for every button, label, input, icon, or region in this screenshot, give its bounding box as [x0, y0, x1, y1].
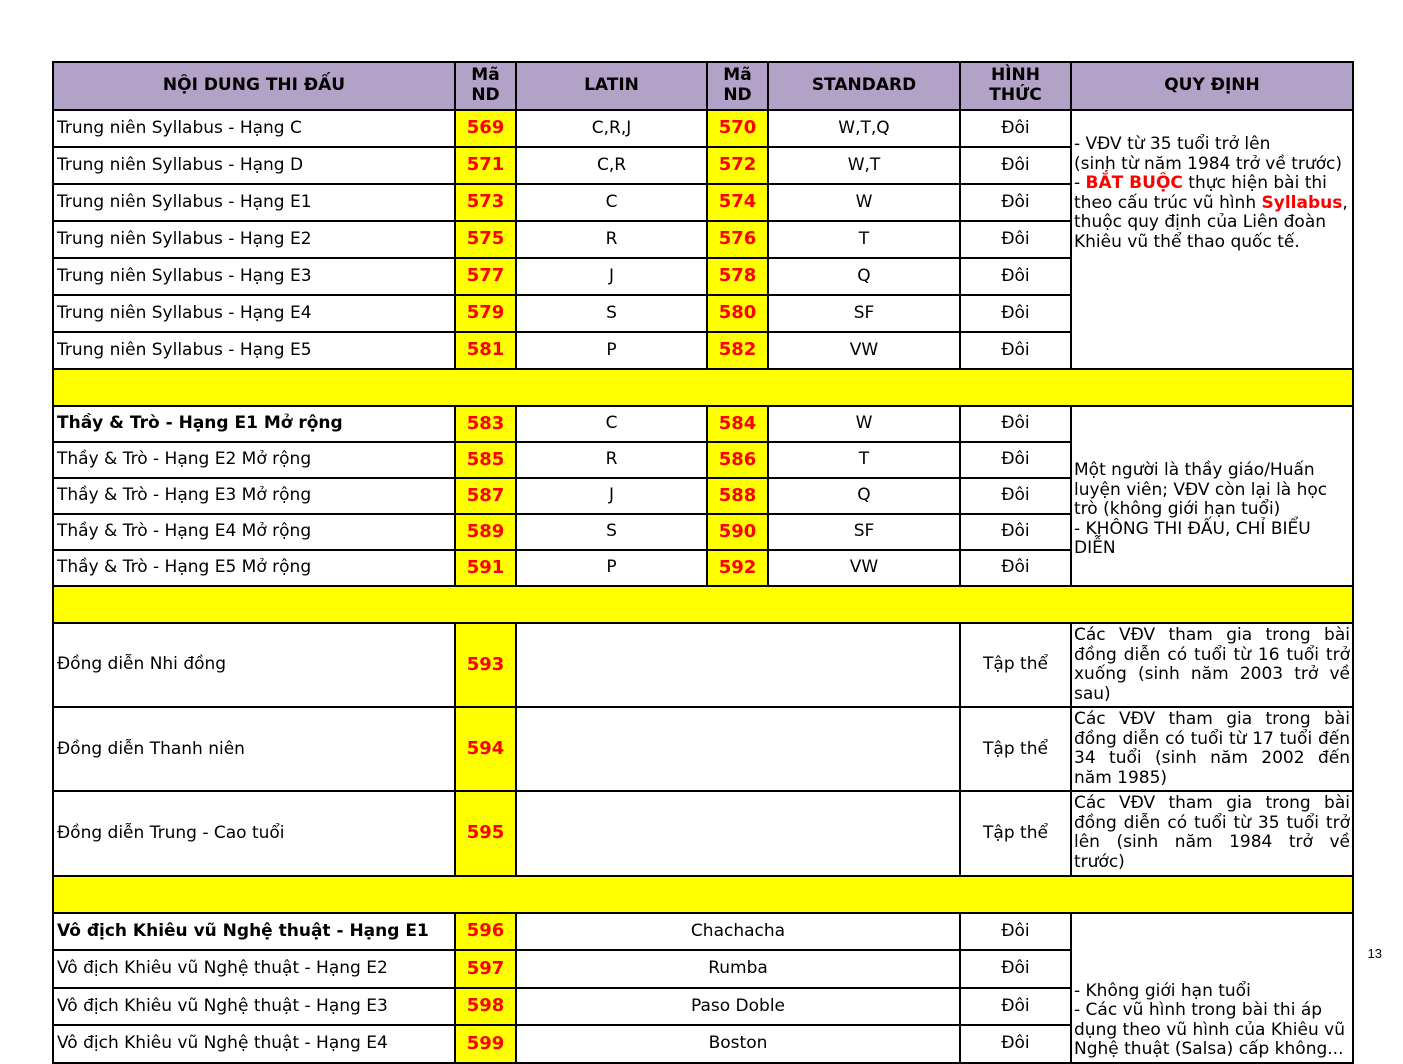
standard-code: 570 — [707, 110, 768, 147]
page-number: 13 — [1367, 946, 1382, 961]
event-name: Trung niên Syllabus - Hạng E1 — [53, 184, 455, 221]
event-name: Trung niên Syllabus - Hạng C — [53, 110, 455, 147]
syllabus-label: Syllabus — [1261, 192, 1343, 213]
standard-code: 586 — [707, 442, 768, 478]
table-row — [53, 110, 1353, 147]
event-format: Đôi — [960, 110, 1071, 147]
event-format: Tập thể — [960, 791, 1071, 875]
table-row — [53, 791, 1353, 875]
standard-code: 592 — [707, 550, 768, 586]
latin-dances: P — [516, 332, 707, 369]
event-format: Đôi — [960, 478, 1071, 514]
latin-code: 573 — [455, 184, 516, 221]
header-noi-dung: NỘI DUNG THI ĐẤU — [53, 62, 455, 110]
header-latin: LATIN — [516, 62, 707, 110]
event-format: Đôi — [960, 913, 1071, 951]
standard-dances: W,T,Q — [768, 110, 960, 147]
rule-line: - Không giới hạn tuổi — [1074, 980, 1251, 1001]
event-format: Đôi — [960, 988, 1071, 1026]
rule-line: Một người là thầy giáo/Huấn luyện viên; VĐV còn lại là học trò (không giới hạn tuổi) — [1074, 460, 1328, 520]
event-format: Đôi — [960, 406, 1071, 442]
event-name: Thầy & Trò - Hạng E2 Mở rộng — [53, 442, 455, 478]
latin-dances: S — [516, 295, 707, 332]
event-code: 597 — [455, 950, 516, 988]
event-name: Trung niên Syllabus - Hạng E2 — [53, 221, 455, 258]
event-name: Trung niên Syllabus - Hạng E3 — [53, 258, 455, 295]
latin-code: 575 — [455, 221, 516, 258]
standard-dances: W — [768, 184, 960, 221]
latin-dances: C — [516, 406, 707, 442]
event-format: Đôi — [960, 221, 1071, 258]
event-format: Đôi — [960, 332, 1071, 369]
standard-code: 574 — [707, 184, 768, 221]
standard-code: 576 — [707, 221, 768, 258]
event-format: Đôi — [960, 1025, 1071, 1063]
rule-paragraph: - BẮT BUỘC thực hiện bài thi theo cấu trúc vũ hình Syllabus, thuộc quy định của Liên đoàn Khiêu vũ thể thao quốc tế. — [1074, 173, 1348, 252]
competition-table-sheet — [52, 61, 1352, 1060]
competition-table — [52, 61, 1354, 1064]
section4-rule — [1071, 913, 1353, 1063]
event-name: Đồng diễn Nhi đồng — [53, 623, 455, 707]
event-name: Vô địch Khiêu vũ Nghệ thuật - Hạng E2 — [53, 950, 455, 988]
event-name: Thầy & Trò - Hạng E1 Mở rộng — [53, 406, 455, 442]
event-format: Tập thể — [960, 623, 1071, 707]
event-name: Thầy & Trò - Hạng E4 Mở rộng — [53, 514, 455, 550]
section-separator — [53, 369, 1353, 406]
latin-dances: C — [516, 184, 707, 221]
latin-code: 577 — [455, 258, 516, 295]
event-name: Trung niên Syllabus - Hạng D — [53, 147, 455, 184]
standard-code: 588 — [707, 478, 768, 514]
event-format: Đôi — [960, 147, 1071, 184]
event-name: Vô địch Khiêu vũ Nghệ thuật - Hạng E4 — [53, 1025, 455, 1063]
section-separator — [53, 876, 1353, 913]
header-ma-nd-latin: Mã ND — [455, 62, 516, 110]
standard-dances: W — [768, 406, 960, 442]
standard-dances: Q — [768, 258, 960, 295]
latin-code: 585 — [455, 442, 516, 478]
event-rule: Các VĐV tham gia trong bài đồng diễn có tuổi từ 17 tuổi đến 34 tuổi (sinh năm 2002 đến năm 1985) — [1071, 707, 1353, 791]
dance-name: Chachacha — [516, 913, 960, 951]
standard-dances: SF — [768, 295, 960, 332]
mandatory-label: BẮT BUỘC — [1085, 173, 1183, 194]
rule-line: - Các vũ hình trong bài thi áp dụng theo vũ hình của Khiêu vũ Nghệ thuật (Salsa) cấp không... — [1074, 1000, 1345, 1060]
latin-dances: R — [516, 442, 707, 478]
event-name: Vô địch Khiêu vũ Nghệ thuật - Hạng E1 — [53, 913, 455, 951]
rule-line: - VĐV từ 35 tuổi trở lên — [1074, 134, 1271, 154]
event-code: 593 — [455, 623, 516, 707]
event-name: Đồng diễn Thanh niên — [53, 707, 455, 791]
latin-dances: J — [516, 478, 707, 514]
event-rule: Các VĐV tham gia trong bài đồng diễn có tuổi từ 16 tuổi trở xuống (sinh năm 2003 trở về sau) — [1071, 623, 1353, 707]
standard-dances: T — [768, 221, 960, 258]
standard-code: 578 — [707, 258, 768, 295]
header-quy-dinh: QUY ĐỊNH — [1071, 62, 1353, 110]
latin-dances: S — [516, 514, 707, 550]
standard-dances: Q — [768, 478, 960, 514]
event-format: Đôi — [960, 514, 1071, 550]
dance-name: Boston — [516, 1025, 960, 1063]
event-format: Tập thể — [960, 707, 1071, 791]
event-code: 598 — [455, 988, 516, 1026]
latin-dances: P — [516, 550, 707, 586]
event-format: Đôi — [960, 295, 1071, 332]
latin-code: 587 — [455, 478, 516, 514]
table-row — [53, 623, 1353, 707]
event-name: Thầy & Trò - Hạng E3 Mở rộng — [53, 478, 455, 514]
event-name: Vô địch Khiêu vũ Nghệ thuật - Hạng E3 — [53, 988, 455, 1026]
section-separator — [53, 586, 1353, 623]
event-code: 599 — [455, 1025, 516, 1063]
section1-rule — [1071, 110, 1353, 369]
standard-code: 584 — [707, 406, 768, 442]
standard-code: 590 — [707, 514, 768, 550]
event-code: 596 — [455, 913, 516, 951]
table-row — [53, 913, 1353, 951]
latin-dances: J — [516, 258, 707, 295]
latin-code: 589 — [455, 514, 516, 550]
header-row — [53, 62, 1353, 110]
header-standard: STANDARD — [768, 62, 960, 110]
dance-name: Paso Doble — [516, 988, 960, 1026]
event-format: Đôi — [960, 258, 1071, 295]
event-format: Đôi — [960, 550, 1071, 586]
standard-code: 582 — [707, 332, 768, 369]
latin-code: 591 — [455, 550, 516, 586]
event-rule: Các VĐV tham gia trong bài đồng diễn có tuổi từ 35 tuổi trở lên (sinh năm 1984 trở về trước) — [1071, 791, 1353, 875]
section2-rule — [1071, 406, 1353, 586]
latin-code: 579 — [455, 295, 516, 332]
latin-code: 583 — [455, 406, 516, 442]
standard-code: 572 — [707, 147, 768, 184]
standard-dances: VW — [768, 550, 960, 586]
table-row — [53, 707, 1353, 791]
event-name: Thầy & Trò - Hạng E5 Mở rộng — [53, 550, 455, 586]
empty-dances-cell — [516, 707, 960, 791]
empty-dances-cell — [516, 623, 960, 707]
standard-dances: SF — [768, 514, 960, 550]
event-format: Đôi — [960, 442, 1071, 478]
event-code: 595 — [455, 791, 516, 875]
latin-code: 581 — [455, 332, 516, 369]
table-row — [53, 406, 1353, 442]
standard-dances: W,T — [768, 147, 960, 184]
event-format: Đôi — [960, 184, 1071, 221]
event-format: Đôi — [960, 950, 1071, 988]
latin-code: 569 — [455, 110, 516, 147]
latin-code: 571 — [455, 147, 516, 184]
event-code: 594 — [455, 707, 516, 791]
empty-dances-cell — [516, 791, 960, 875]
rule-line: (sinh từ năm 1984 trở về trước) — [1074, 153, 1343, 174]
event-name: Đồng diễn Trung - Cao tuổi — [53, 791, 455, 875]
latin-dances: C,R — [516, 147, 707, 184]
standard-dances: T — [768, 442, 960, 478]
event-name: Trung niên Syllabus - Hạng E4 — [53, 295, 455, 332]
latin-dances: R — [516, 221, 707, 258]
latin-dances: C,R,J — [516, 110, 707, 147]
dance-name: Rumba — [516, 950, 960, 988]
standard-dances: VW — [768, 332, 960, 369]
event-name: Trung niên Syllabus - Hạng E5 — [53, 332, 455, 369]
standard-code: 580 — [707, 295, 768, 332]
header-hinh-thuc: HÌNH THỨC — [960, 62, 1071, 110]
rule-line: - KHÔNG THI ĐẤU, CHỈ BIỂU DIỄN — [1074, 518, 1311, 559]
header-ma-nd-standard: Mã ND — [707, 62, 768, 110]
